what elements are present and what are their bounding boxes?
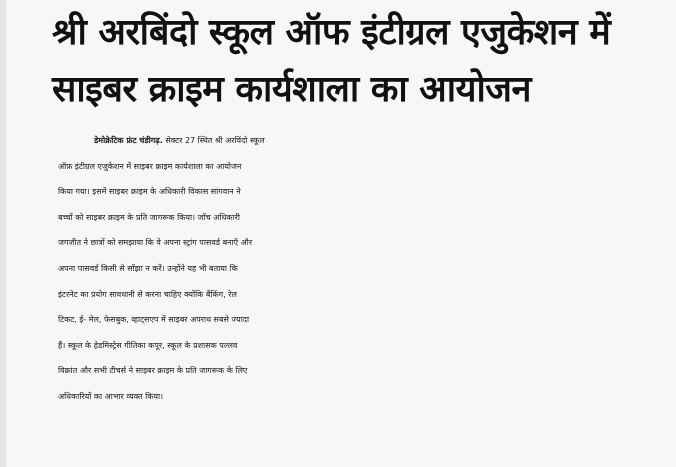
- article-body: [58, 128, 676, 410]
- body-line-5: जगजीत ने छात्रों को समझाया कि वे अपना स्ट्रांग पासवर्ड बनाएँ और: [58, 238, 253, 248]
- body-line-1: [58, 128, 676, 154]
- headline-line-1: श्री अरबिंदो स्कूल ऑफ इंटीग्रल एजुकेशन में: [52, 12, 611, 53]
- column-divider: [0, 0, 6, 467]
- body-line-10: विक्रांत और सभी टीचर्स ने साइबर क्राइम के प्रति जागरूक के लिए: [58, 366, 248, 376]
- body-line-1-text: सेक्टर 27 स्थित श्री अरविंदो स्कूल: [165, 136, 265, 145]
- body-line-11: अधिकारियों का आभार व्यक्त किया।: [58, 391, 164, 401]
- body-line-3: किया गया। इसमें साइबर क्राइम के अधिकारी विकास सांगवान ने: [58, 187, 241, 197]
- body-line-2: ऑफ़ इंटीग्रल एजुकेशन में साइबर क्राइम कार्यशाला का आयोजन: [58, 161, 242, 171]
- body-line-7: इंटरनेट का प्रयोग सावधानी से करना चाहिए क्योंकि बैंकिंग, रेल: [58, 289, 237, 299]
- body-line-6: अपना पासवर्ड किसी से साँझा न करें। उन्होंने यह भी बताया कि: [58, 263, 238, 273]
- dateline: डेमोक्रेटिक फ्रंट चंडीगढ़.: [94, 136, 163, 145]
- article-headline: [52, 4, 672, 118]
- body-line-8: टिकट, ई- मेल, फेसबुक, व्हाट्सएप में साइबर अपराध सबसे ज्यादा: [58, 315, 250, 325]
- body-line-9: हैं। स्कूल के हेडमिस्ट्रेस गीतिका कपूर, स्कूल के प्रशासक पल्लव: [58, 340, 238, 350]
- headline-line-2: साइबर क्राइम कार्यशाला का आयोजन: [52, 69, 531, 110]
- body-line-4: बच्चों को साइबर क्राइम के प्रति जागरूक किया। जाँच अधिकारी: [58, 212, 240, 222]
